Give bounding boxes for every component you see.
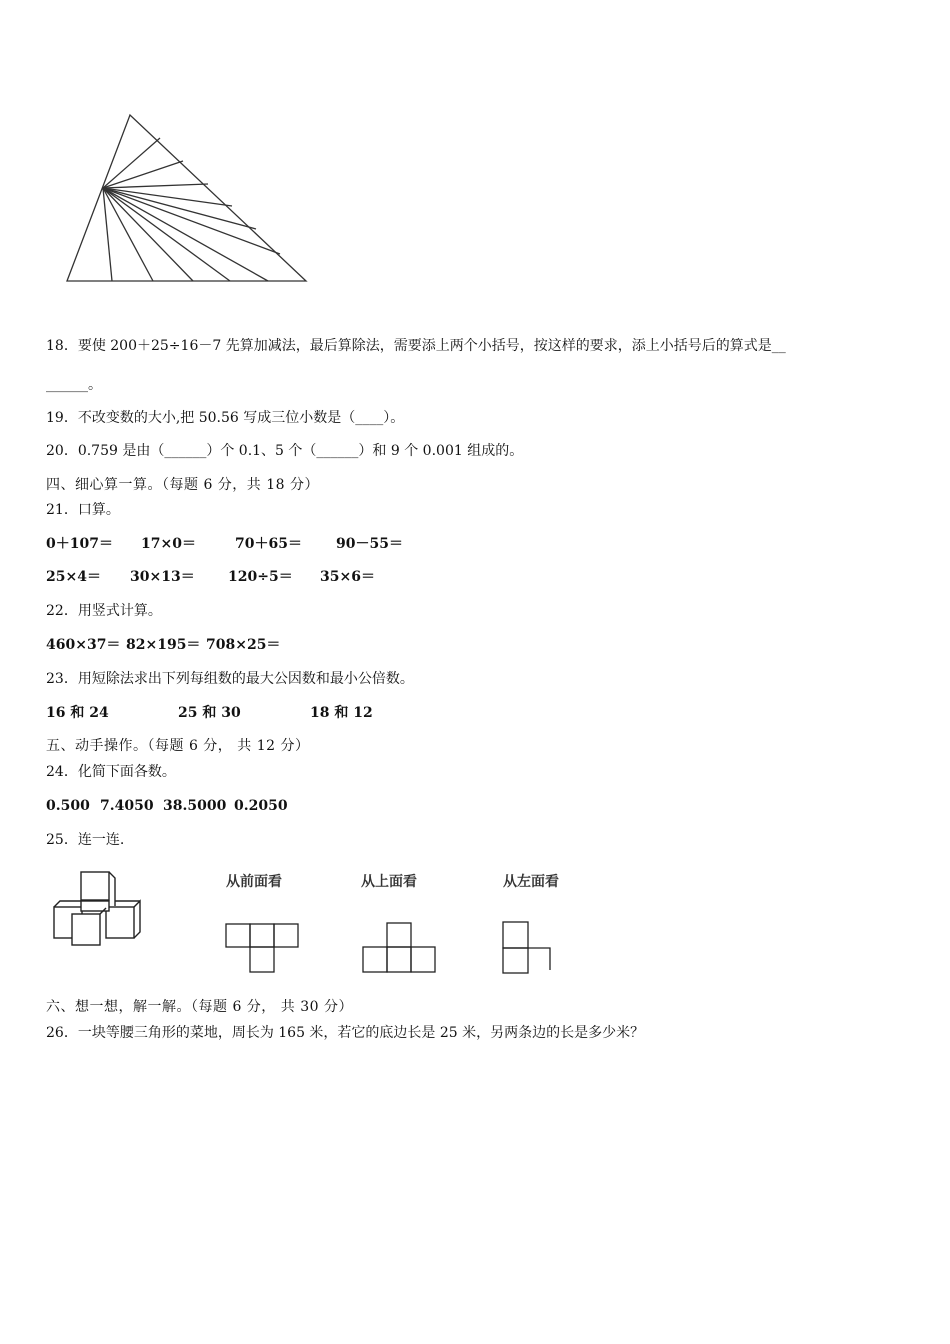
q24-item: 0.2050 (234, 798, 288, 814)
q21-item: 30×13＝ (130, 569, 195, 585)
q22-item: 708×25＝ (206, 637, 281, 653)
q24-item: 38.5000 (163, 798, 227, 814)
question-21-title: 21．口算。 (46, 502, 120, 518)
q23-item: 18 和 12 (310, 705, 373, 721)
question-24-title: 24．化简下面各数。 (46, 764, 176, 780)
section-6-heading: 六、想一想，解一解。（每题 6 分， 共 30 分） (46, 999, 353, 1015)
q21-item: 90－55＝ (336, 536, 403, 552)
view-label-left: 从左面看 (503, 874, 559, 890)
fan-triangle-figure (60, 108, 320, 288)
q21-item: 25×4＝ (46, 569, 101, 585)
q24-item: 7.4050 (100, 798, 154, 814)
question-19: 19．不改变数的大小,把 50.56 写成三位小数是（____）。 (46, 410, 405, 426)
q23-item: 25 和 30 (178, 705, 241, 721)
q21-item: 120÷5＝ (228, 569, 293, 585)
question-18-line2: ______。 (46, 377, 102, 393)
q21-item: 0＋107＝ (46, 536, 113, 552)
view-label-front: 从前面看 (226, 874, 282, 890)
left-view-shape (501, 920, 557, 976)
question-26: 26．一块等腰三角形的菜地，周长为 165 米，若它的底边长是 25 米，另两条边的长是多少米？ (46, 1025, 645, 1041)
view-label-top: 从上面看 (361, 874, 417, 890)
q24-item: 0.500 (46, 798, 90, 814)
q21-item: 17×0＝ (141, 536, 196, 552)
front-view-shape (225, 922, 305, 974)
question-18-line1: 18．要使 200＋25÷16－7 先算加减法，最后算除法，需要添上两个小括号，按这样的要求，添上小括号后的算式是__ (46, 338, 786, 354)
q22-item: 460×37＝ (46, 637, 121, 653)
question-22-title: 22．用竖式计算。 (46, 603, 162, 619)
question-25-title: 25．连一连. (46, 832, 125, 848)
q22-item: 82×195＝ (126, 637, 201, 653)
q23-item: 16 和 24 (46, 705, 109, 721)
question-20: 20．0.759 是由（______）个 0.1、5 个（______）和 9 个 0.001 组成的。 (46, 443, 524, 459)
cube-stack-figure (50, 870, 150, 950)
section-5-heading: 五、动手操作。（每题 6 分， 共 12 分） (46, 738, 310, 754)
q21-item: 70＋65＝ (235, 536, 302, 552)
question-23-title: 23．用短除法求出下列每组数的最大公因数和最小公倍数。 (46, 671, 414, 687)
top-view-shape (362, 921, 442, 975)
section-4-heading: 四、细心算一算。（每题 6 分，共 18 分） (46, 477, 320, 493)
q21-item: 35×6＝ (320, 569, 375, 585)
